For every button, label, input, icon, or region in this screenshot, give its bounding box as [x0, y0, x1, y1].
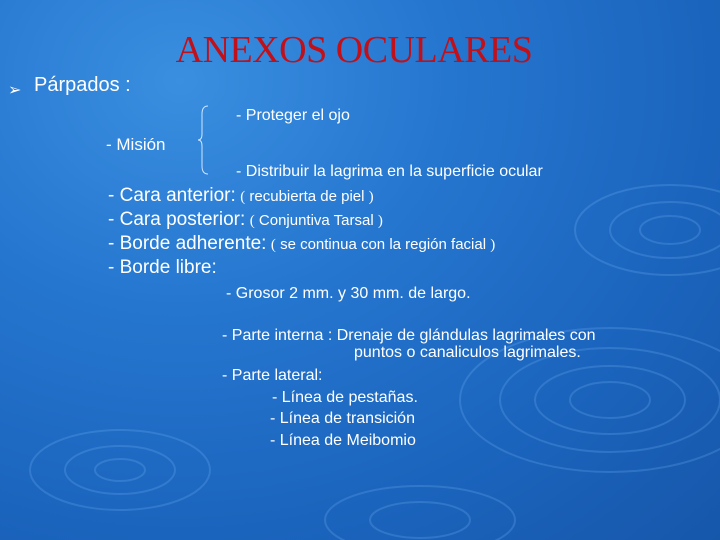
paren-close: ): [368, 189, 374, 205]
paren-open: (: [240, 189, 246, 205]
borde-adherente-detail: se continua con la región facial: [275, 236, 491, 253]
linea-transicion: - Línea de transición: [270, 410, 415, 427]
linea-meibomio: - Línea de Meibomio: [270, 432, 416, 449]
grosor-text: - Grosor 2 mm. y 30 mm. de largo.: [226, 285, 471, 302]
brace-icon: [196, 104, 210, 176]
paren-open: (: [249, 213, 255, 229]
borde-libre-line: [108, 257, 217, 279]
arrow-bullet-icon: ➢: [8, 82, 22, 99]
cara-posterior-label: - Cara posterior:: [108, 209, 246, 230]
parte-lateral-label: - Parte lateral:: [222, 367, 323, 384]
borde-adherente-label: - Borde adherente:: [108, 233, 267, 254]
cara-anterior-label: - Cara anterior:: [108, 185, 236, 206]
slide-title: ANEXOS OCULARES: [175, 29, 533, 71]
cara-posterior-line: [108, 209, 383, 231]
paren-close: ): [377, 213, 383, 229]
parte-interna-cont: puntos o canaliculos lagrimales.: [354, 344, 581, 361]
mision-item-distribuir: - Distribuir la lagrima en la superficie ocular: [236, 163, 543, 180]
cara-posterior-detail: Conjuntiva Tarsal: [254, 212, 378, 229]
parte-interna-text: - Parte interna : Drenaje de glándulas lagrimales con: [222, 327, 596, 344]
linea-pestanas: - Línea de pestañas.: [272, 389, 418, 406]
cara-anterior-detail: recubierta de piel: [245, 188, 369, 205]
parpados-heading: Párpados :: [34, 74, 131, 96]
borde-libre-label: - Borde libre:: [108, 257, 217, 278]
mision-label: - Misión: [106, 135, 166, 154]
paren-close: ): [490, 237, 496, 253]
cara-anterior-line: [108, 185, 374, 207]
borde-adherente-line: [108, 233, 495, 255]
paren-open: (: [270, 237, 276, 253]
mision-item-proteger: - Proteger el ojo: [236, 107, 350, 124]
